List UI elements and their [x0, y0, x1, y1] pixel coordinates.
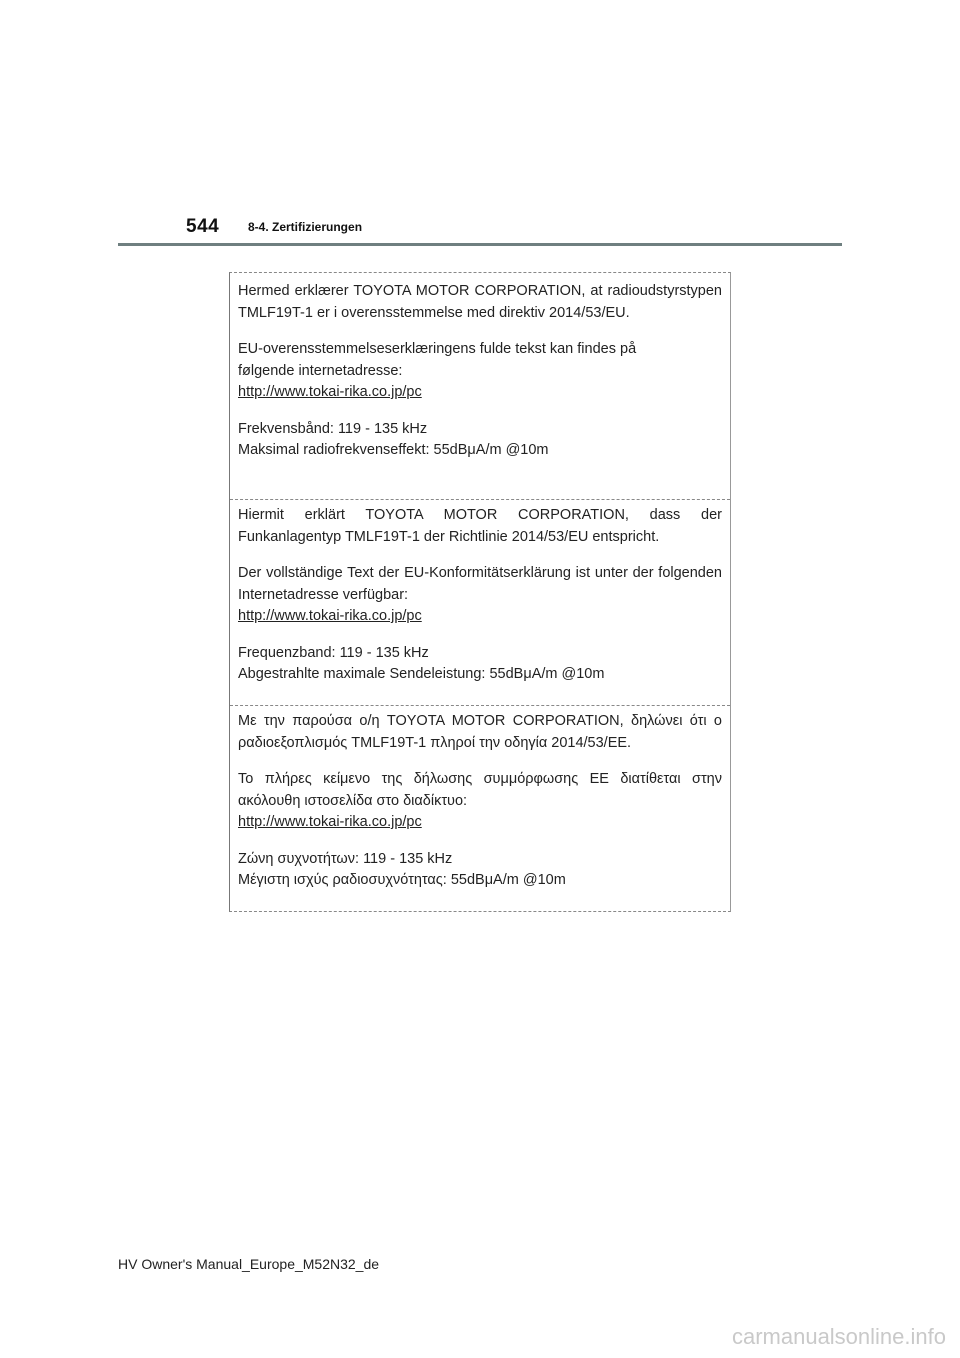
german-url-link[interactable]: http://www.tokai-rika.co.jp/pc	[238, 608, 422, 624]
danish-frequency-band: Frekvensbånd: 119 - 135 kHz	[238, 420, 428, 437]
manual-footer: HV Owner's Manual_Europe_M52N32_de	[118, 1256, 380, 1272]
header-rule	[118, 243, 842, 246]
greek-declaration: Με την παρούσα ο/η TOYOTA MOTOR CORPORATION, δηλώνει ότι ο ραδιοεξοπλισμός TMLF19T-1 πληροί την οδηγία 2014/53/ΕΕ.	[238, 713, 722, 751]
danish-block	[230, 281, 730, 462]
greek-url-link[interactable]: http://www.tokai-rika.co.jp/pc	[238, 814, 422, 830]
greek-block	[230, 711, 730, 892]
danish-fulltext: EU-overensstemmelseserklæringens fulde tekst kan findes på følgende internetadresse:	[238, 341, 637, 379]
greek-fulltext: Το πλήρες κείμενο της δήλωσης συμμόρφωσης ΕΕ διατίθεται στην ακόλουθη ιστοσελίδα στο διαδίκτυο:	[238, 771, 722, 809]
german-block	[230, 505, 730, 686]
watermark: carmanualsonline.info	[731, 1324, 946, 1349]
block-divider	[230, 705, 730, 706]
greek-frequency-band: Ζώνη συχνοτήτων: 119 - 135 kHz	[238, 850, 453, 867]
danish-url-link[interactable]: http://www.tokai-rika.co.jp/pc	[238, 384, 422, 400]
section-title: 8-4. Zertifizierungen	[248, 220, 363, 234]
page-number: 544	[186, 216, 220, 237]
german-frequency-band: Frequenzband: 119 - 135 kHz	[238, 644, 429, 661]
block-divider	[230, 499, 730, 500]
certification-box	[229, 272, 731, 912]
danish-declaration: Hermed erklærer TOYOTA MOTOR CORPORATION, at radioudstyrstypen TMLF19T-1 er i overensstemmelse med direktiv 2014/53/EU.	[238, 283, 722, 321]
german-declaration: Hiermit erklärt TOYOTA MOTOR CORPORATION, dass der Funkanlagentyp TMLF19T-1 der Richtlinie 2014/53/EU entspricht.	[238, 507, 722, 545]
german-fulltext: Der vollständige Text der EU-Konformitätserklärung ist unter der folgenden Internetadresse verfügbar:	[238, 565, 722, 603]
greek-max-power: Μέγιστη ισχύς ραδιοσυχνότητας: 55dBμA/m @10m	[238, 872, 566, 888]
german-max-power: Abgestrahlte maximale Sendeleistung: 55dBμA/m @10m	[238, 666, 605, 682]
danish-max-power: Maksimal radiofrekvenseffekt: 55dBμA/m @10m	[238, 442, 549, 458]
